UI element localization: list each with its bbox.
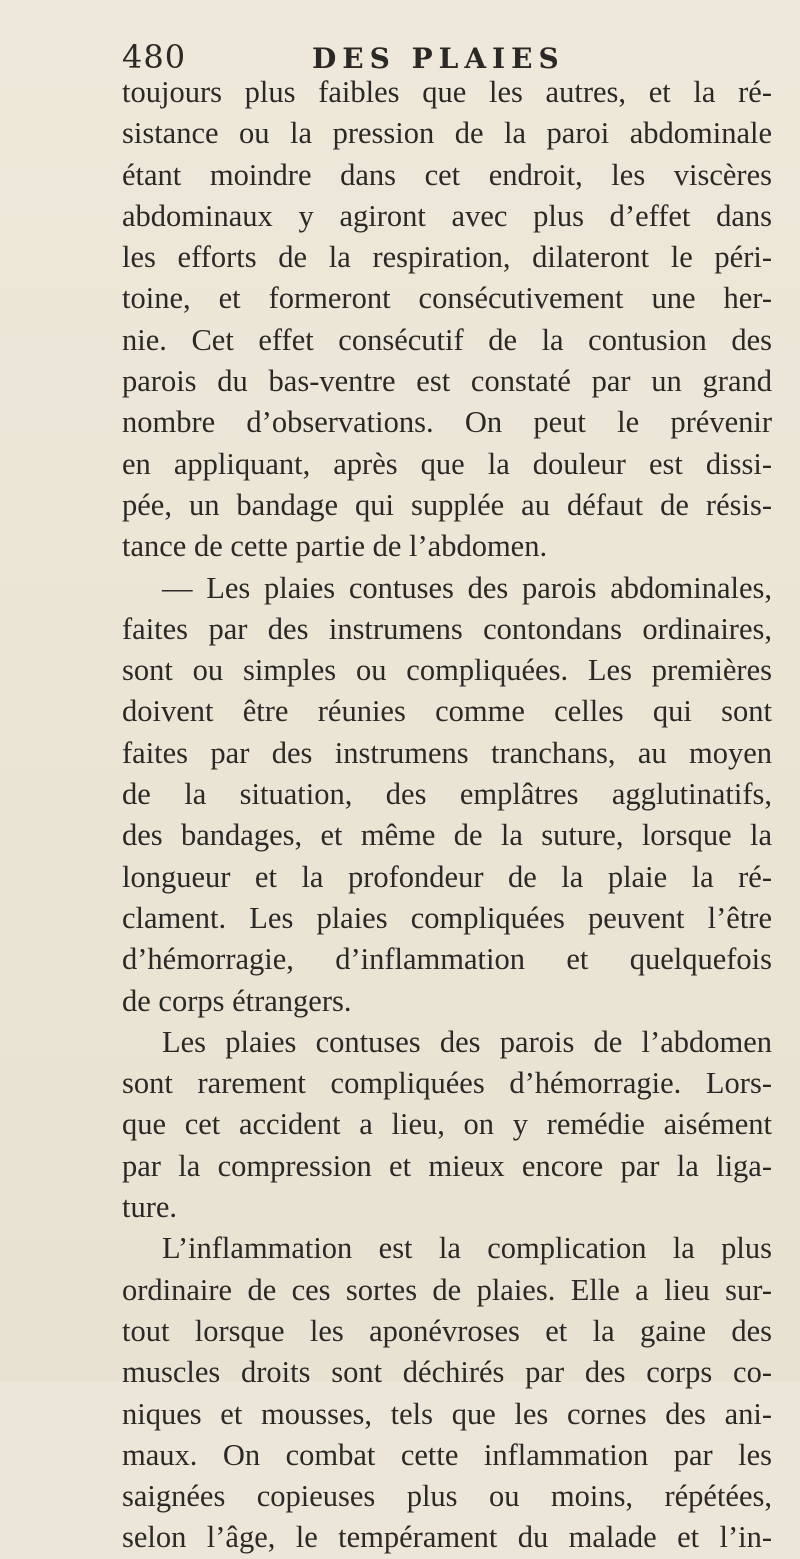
text-line: nombre d’observations. On peut le prévenir [122, 405, 772, 440]
text-line: doivent être réunies comme celles qui sont [122, 694, 772, 729]
text-line: de la situation, des emplâtres agglutinatifs, [122, 777, 772, 812]
text-line: par la compression et mieux encore par la liga- [122, 1148, 772, 1183]
text-line: parois du bas-ventre est constaté par un grand [122, 364, 772, 399]
text-line: pée, un bandage qui supplée au défaut de résis- [122, 487, 772, 522]
text-line: muscles droits sont déchirés par des corps co- [122, 1355, 772, 1390]
text-line: sont rarement compliquées d’hémorragie. Lors- [122, 1066, 772, 1101]
text-line: Les plaies contuses des parois de l’abdomen [162, 1024, 772, 1059]
text-line: abdominaux y agiront avec plus d’effet dans [122, 198, 772, 233]
page-number: 480 [122, 38, 187, 76]
text-line: ordinaire de ces sortes de plaies. Elle a lieu sur- [122, 1272, 772, 1307]
text-line: que cet accident a lieu, on y remédie aisément [122, 1107, 772, 1142]
text-line: niques et mousses, tels que les cornes des ani- [122, 1396, 772, 1431]
running-head: DES PLAIES [312, 42, 565, 75]
text-line: tance de cette partie de l’abdomen. [122, 529, 548, 564]
text-line: tout lorsque les aponévroses et la gaine des [122, 1313, 772, 1348]
text-line: toujours plus faibles que les autres, et la ré- [122, 75, 772, 109]
text-line: d’hémorragie, d’inflammation et quelquefois [122, 942, 772, 977]
text-line: les efforts de la respiration, dilateront le péri- [122, 240, 772, 275]
text-line: selon l’âge, le tempérament du malade et l’in- [122, 1520, 772, 1555]
text-line: sistance ou la pression de la paroi abdominale [122, 116, 772, 151]
body-text [122, 72, 772, 1559]
text-line: L’inflammation est la complication la plus [162, 1231, 772, 1266]
text-line: — Les plaies contuses des parois abdominales, [162, 570, 772, 605]
text-line: nie. Cet effet consécutif de la contusion des [122, 322, 772, 357]
text-line: faites par des instrumens contondans ordinaires, [122, 611, 772, 646]
text-line: toine, et formeront consécutivement une her- [122, 281, 772, 316]
text-line: étant moindre dans cet endroit, les viscères [122, 157, 772, 192]
text-line: saignées copieuses plus ou moins, répétées, [122, 1479, 772, 1514]
text-line: maux. On combat cette inflammation par les [122, 1437, 772, 1472]
text-line: sont ou simples ou compliquées. Les premières [122, 653, 772, 688]
text-line: clament. Les plaies compliquées peuvent l’être [122, 900, 772, 935]
text-line: faites par des instrumens tranchans, au moyen [122, 735, 772, 770]
text-line: des bandages, et même de la suture, lorsque la [122, 818, 772, 853]
text-line: ture. [122, 1190, 178, 1225]
text-line: de corps étrangers. [122, 983, 352, 1018]
text-line: longueur et la profondeur de la plaie la ré- [122, 859, 772, 894]
text-line: en appliquant, après que la douleur est dissi- [122, 446, 772, 481]
